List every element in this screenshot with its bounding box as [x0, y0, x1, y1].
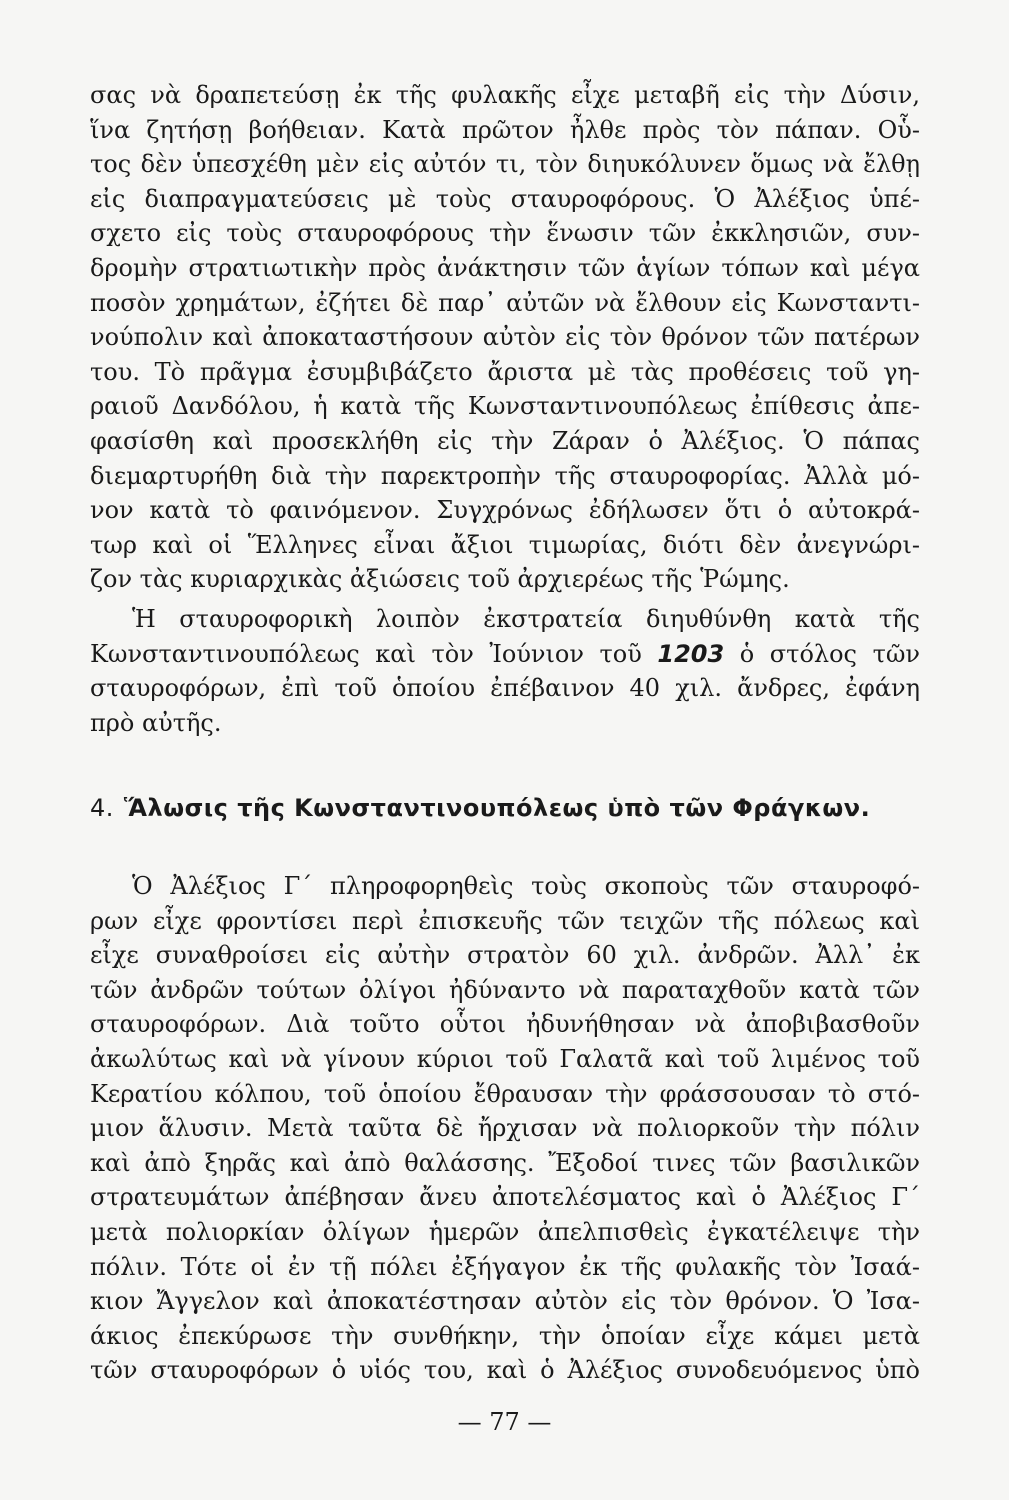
- text-line: Κερατίου κόλπου, τοῦ ὁποίου ἔθραυσαν τὴν φράσσουσαν τὸ στό-: [90, 1079, 920, 1108]
- text-line: ποσὸν χρημάτων, ἐζήτει δὲ παρ᾽ αὐτῶν νὰ ἔλθουν εἰς Κωνσταντι-: [90, 288, 920, 317]
- text-line: ἀκωλύτως καὶ νὰ γίνουν κύριοι τοῦ Γαλατᾶ καὶ τοῦ λιμένος τοῦ: [90, 1044, 920, 1073]
- text-line: τῶν ἀνδρῶν τούτων ὀλίγοι ἠδύναντο νὰ παραταχθοῦν κατὰ τῶν: [90, 975, 920, 1004]
- section-title: Ἅλωσις τῆς Κωνσταντινουπόλεως ὑπὸ τῶν Φράγκων.: [123, 794, 871, 822]
- text-line: ρων εἶχε φροντίσει περὶ ἐπισκευῆς τῶν τειχῶν τῆς πόλεως καὶ: [90, 906, 920, 935]
- section-number: 4.: [90, 794, 114, 822]
- text-fragment: ὁ στόλος τῶν: [724, 639, 920, 668]
- text-line: πρὸ αὐτῆς.: [90, 708, 222, 737]
- text-line: ζον τὰς κυριαρχικὰς ἀξιώσεις τοῦ ἀρχιερέως τῆς Ῥώμης.: [90, 565, 790, 594]
- paragraph-siege: [90, 869, 920, 1388]
- text-line: σχετο εἰς τοὺς σταυροφόρους τὴν ἕνωσιν τῶν ἐκκλησιῶν, συν-: [90, 219, 920, 248]
- section-heading: [90, 791, 920, 825]
- text-line: μετὰ πολιορκίαν ὀλίγων ἡμερῶν ἀπελπισθεὶς ἐγκατέλειψε τὴν: [90, 1217, 920, 1246]
- text-line: νον κατὰ τὸ φαινόμενον. Συγχρόνως ἐδήλωσεν ὅτι ὁ αὐτοκρά-: [90, 496, 920, 525]
- text-line: τωρ καὶ οἱ Ἕλληνες εἶναι ἄξιοι τιμωρίας, διότι δὲν ἀνεγνώρι-: [90, 530, 920, 559]
- text-line: [90, 637, 920, 672]
- text-line: του. Τὸ πρᾶγμα ἐσυμβιβάζετο ἄριστα μὲ τὰς προθέσεις τοῦ γη-: [90, 357, 920, 386]
- text-line: ἵνα ζητήσῃ βοήθειαν. Κατὰ πρῶτον ἦλθε πρὸς τὸν πάπαν. Οὗ-: [90, 115, 920, 144]
- text-line: σταυροφόρων. Διὰ τοῦτο οὗτοι ἠδυνήθησαν νὰ ἀποβιβασθοῦν: [90, 1010, 920, 1039]
- text-line: καὶ ἀπὸ ξηρᾶς καὶ ἀπὸ θαλάσσης. Ἔξοδοί τινες τῶν βασιλικῶν: [90, 1148, 920, 1177]
- paragraph-crusade: [90, 602, 920, 740]
- text-line: ραιοῦ Δανδόλου, ἡ κατὰ τῆς Κωνσταντινουπόλεως ἐπίθεσις ἀπε-: [90, 392, 920, 421]
- text-line: νούπολιν καὶ ἀποκαταστήσουν αὐτὸν εἰς τὸν θρόνον τῶν πατέρων: [90, 323, 920, 352]
- text-line: άκιος ἐπεκύρωσε τὴν συνθήκην, τὴν ὁποίαν εἶχε κάμει μετὰ: [90, 1321, 920, 1350]
- text-line: μιον ἅλυσιν. Μετὰ ταῦτα δὲ ἤρχισαν νὰ πολιορκοῦν τὴν πόλιν: [90, 1114, 920, 1143]
- paragraph-continuation: [90, 78, 920, 597]
- text-line: κιον Ἄγγελον καὶ ἀποκατέστησαν αὐτὸν εἰς τὸν θρόνον. Ὁ Ἰσα-: [90, 1287, 920, 1316]
- text-line: στρατευμάτων ἀπέβησαν ἄνευ ἀποτελέσματος καὶ ὁ Ἀλέξιος Γ´: [90, 1183, 920, 1212]
- text-line: σας νὰ δραπετεύσῃ ἐκ τῆς φυλακῆς εἶχε μεταβῆ εἰς τὴν Δύσιν,: [90, 81, 920, 109]
- text-line: Ὁ Ἀλέξιος Γ´ πληροφορηθεὶς τοὺς σκοποὺς τῶν σταυροφό-: [132, 872, 920, 900]
- text-line: φασίσθη καὶ προσεκλήθη εἰς τὴν Ζάραν ὁ Ἀλέξιος. Ὁ πάπας: [90, 426, 920, 455]
- text-line: εἶχε συναθροίσει εἰς αὐτὴν στρατὸν 60 χιλ. ἀνδρῶν. Ἀλλ᾽ ἐκ: [90, 941, 920, 970]
- text-line: δρομὴν στρατιωτικὴν πρὸς ἀνάκτησιν τῶν ἁγίων τόπων καὶ μέγα: [90, 253, 920, 282]
- text-line: σταυροφόρων, ἐπὶ τοῦ ὁποίου ἐπέβαινον 40 χιλ. ἄνδρες, ἐφάνη: [90, 674, 920, 703]
- text-line: τος δὲν ὑπεσχέθη μὲν εἰς αὐτόν τι, τὸν διηυκόλυνεν ὅμως νὰ ἔλθῃ: [90, 150, 920, 179]
- text-line: εἰς διαπραγματεύσεις μὲ τοὺς σταυροφόρους. Ὁ Ἀλέξιος ὑπέ-: [90, 184, 920, 213]
- page-number: — 77 —: [457, 1408, 552, 1436]
- text-line: τῶν σταυροφόρων ὁ υἱός του, καὶ ὁ Ἀλέξιος συνοδευόμενος ὑπὸ: [90, 1356, 920, 1385]
- year-highlight: 1203: [657, 639, 725, 668]
- text-line: πόλιν. Τότε οἱ ἐν τῇ πόλει ἐξήγαγον ἐκ τῆς φυλακῆς τὸν Ἰσαά-: [90, 1252, 920, 1281]
- text-line: διεμαρτυρήθη διὰ τὴν παρεκτροπὴν τῆς σταυροφορίας. Ἀλλὰ μό-: [90, 461, 920, 490]
- text-fragment: Κωνσταντινουπόλεως καὶ τὸν Ἰούνιον τοῦ: [90, 639, 658, 668]
- text-line: Ἡ σταυροφορικὴ λοιπὸν ἐκστρατεία διηυθύνθη κατὰ τῆς: [132, 605, 920, 633]
